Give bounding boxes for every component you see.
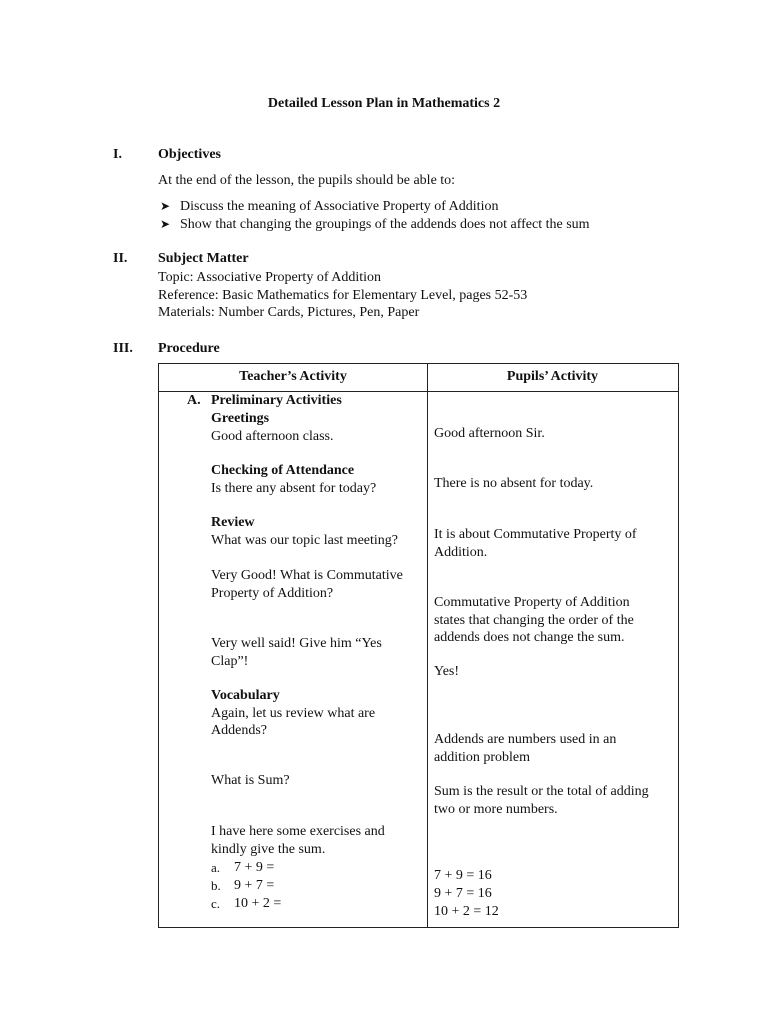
pupils-review-answer-2-cont: states that changing the order of the — [434, 613, 634, 628]
pupils-vocab-answer-1: Addends are numbers used in an — [434, 732, 617, 747]
vocab-question-1: Again, let us review what are — [211, 706, 376, 721]
subject-reference: Reference: Basic Mathematics for Elementary Level, pages 52-53 — [158, 288, 528, 303]
vocab-question-1-cont: Addends? — [211, 723, 267, 738]
pupils-exercise-answer: 10 + 2 = 12 — [434, 904, 499, 919]
pupils-exercise-answer: 9 + 7 = 16 — [434, 886, 492, 901]
section-letter: A. — [187, 393, 201, 408]
pupils-vocab-answer-1-cont: addition problem — [434, 750, 531, 765]
exercise-expression: 7 + 9 = — [234, 860, 275, 875]
greetings-text: Good afternoon class. — [211, 429, 334, 444]
pupils-attendance: There is no absent for today. — [434, 476, 594, 491]
exercise-letter: c. — [211, 896, 221, 911]
procedure-table — [158, 363, 679, 928]
review-label: Review — [211, 515, 255, 530]
section-number-objectives: I. — [113, 147, 122, 162]
attendance-text: Is there any absent for today? — [211, 481, 377, 496]
exercise-instruction: I have here some exercises and — [211, 824, 385, 839]
pupils-review-answer-2-cont: addends does not change the sum. — [434, 630, 625, 645]
section-number-subject-matter: II. — [113, 251, 128, 266]
vocab-question-2: What is Sum? — [211, 773, 290, 788]
pupils-review-answer-1: It is about Commutative Property of — [434, 527, 637, 542]
exercise-instruction-cont: kindly give the sum. — [211, 842, 326, 857]
exercise-letter: b. — [211, 878, 221, 893]
objective-item — [160, 197, 498, 216]
pupils-vocab-answer-2-cont: two or more numbers. — [434, 802, 558, 817]
arrow-bullet-icon: ➤ — [160, 199, 171, 213]
pupils-vocab-answer-2: Sum is the result or the total of adding — [434, 784, 649, 799]
section-heading-procedure: Procedure — [158, 341, 220, 356]
pupils-review-answer-2: Commutative Property of Addition — [434, 595, 630, 610]
exercise-letter: a. — [211, 860, 221, 875]
greetings-label: Greetings — [211, 411, 270, 426]
pupils-yes: Yes! — [434, 664, 460, 679]
pupils-review-answer-1-cont: Addition. — [434, 545, 488, 560]
review-question-1: What was our topic last meeting? — [211, 533, 398, 548]
pupils-exercise-answer: 7 + 9 = 16 — [434, 868, 492, 883]
review-question-2-cont: Property of Addition? — [211, 586, 334, 601]
exercise-expression: 10 + 2 = — [234, 896, 282, 911]
section-heading-objectives: Objectives — [158, 147, 221, 162]
pupils-greeting: Good afternoon Sir. — [434, 426, 545, 441]
objective-text: Show that changing the groupings of the addends does not affect the sum — [180, 217, 590, 232]
subject-materials: Materials: Number Cards, Pictures, Pen, Paper — [158, 305, 420, 320]
exercise-expression: 9 + 7 = — [234, 878, 275, 893]
subject-topic: Topic: Associative Property of Addition — [158, 270, 381, 285]
table-header-teacher: Teacher’s Activity — [239, 369, 347, 384]
review-question-2: Very Good! What is Commutative — [211, 568, 403, 583]
page-title: Detailed Lesson Plan in Mathematics 2 — [267, 96, 501, 111]
review-praise-cont: Clap”! — [211, 654, 249, 669]
objective-item — [160, 215, 590, 234]
arrow-bullet-icon: ➤ — [160, 217, 171, 231]
table-header-pupils: Pupils’ Activity — [506, 369, 599, 384]
section-heading-subject-matter: Subject Matter — [158, 251, 249, 266]
preliminary-activities-heading: Preliminary Activities — [211, 393, 342, 408]
section-number-procedure: III. — [113, 341, 133, 356]
review-praise: Very well said! Give him “Yes — [211, 636, 382, 651]
table-column-divider — [427, 364, 428, 927]
attendance-label: Checking of Attendance — [211, 463, 355, 478]
objectives-intro: At the end of the lesson, the pupils should be able to: — [158, 173, 456, 188]
objective-text: Discuss the meaning of Associative Property of Addition — [180, 199, 499, 214]
vocabulary-label: Vocabulary — [211, 688, 280, 703]
